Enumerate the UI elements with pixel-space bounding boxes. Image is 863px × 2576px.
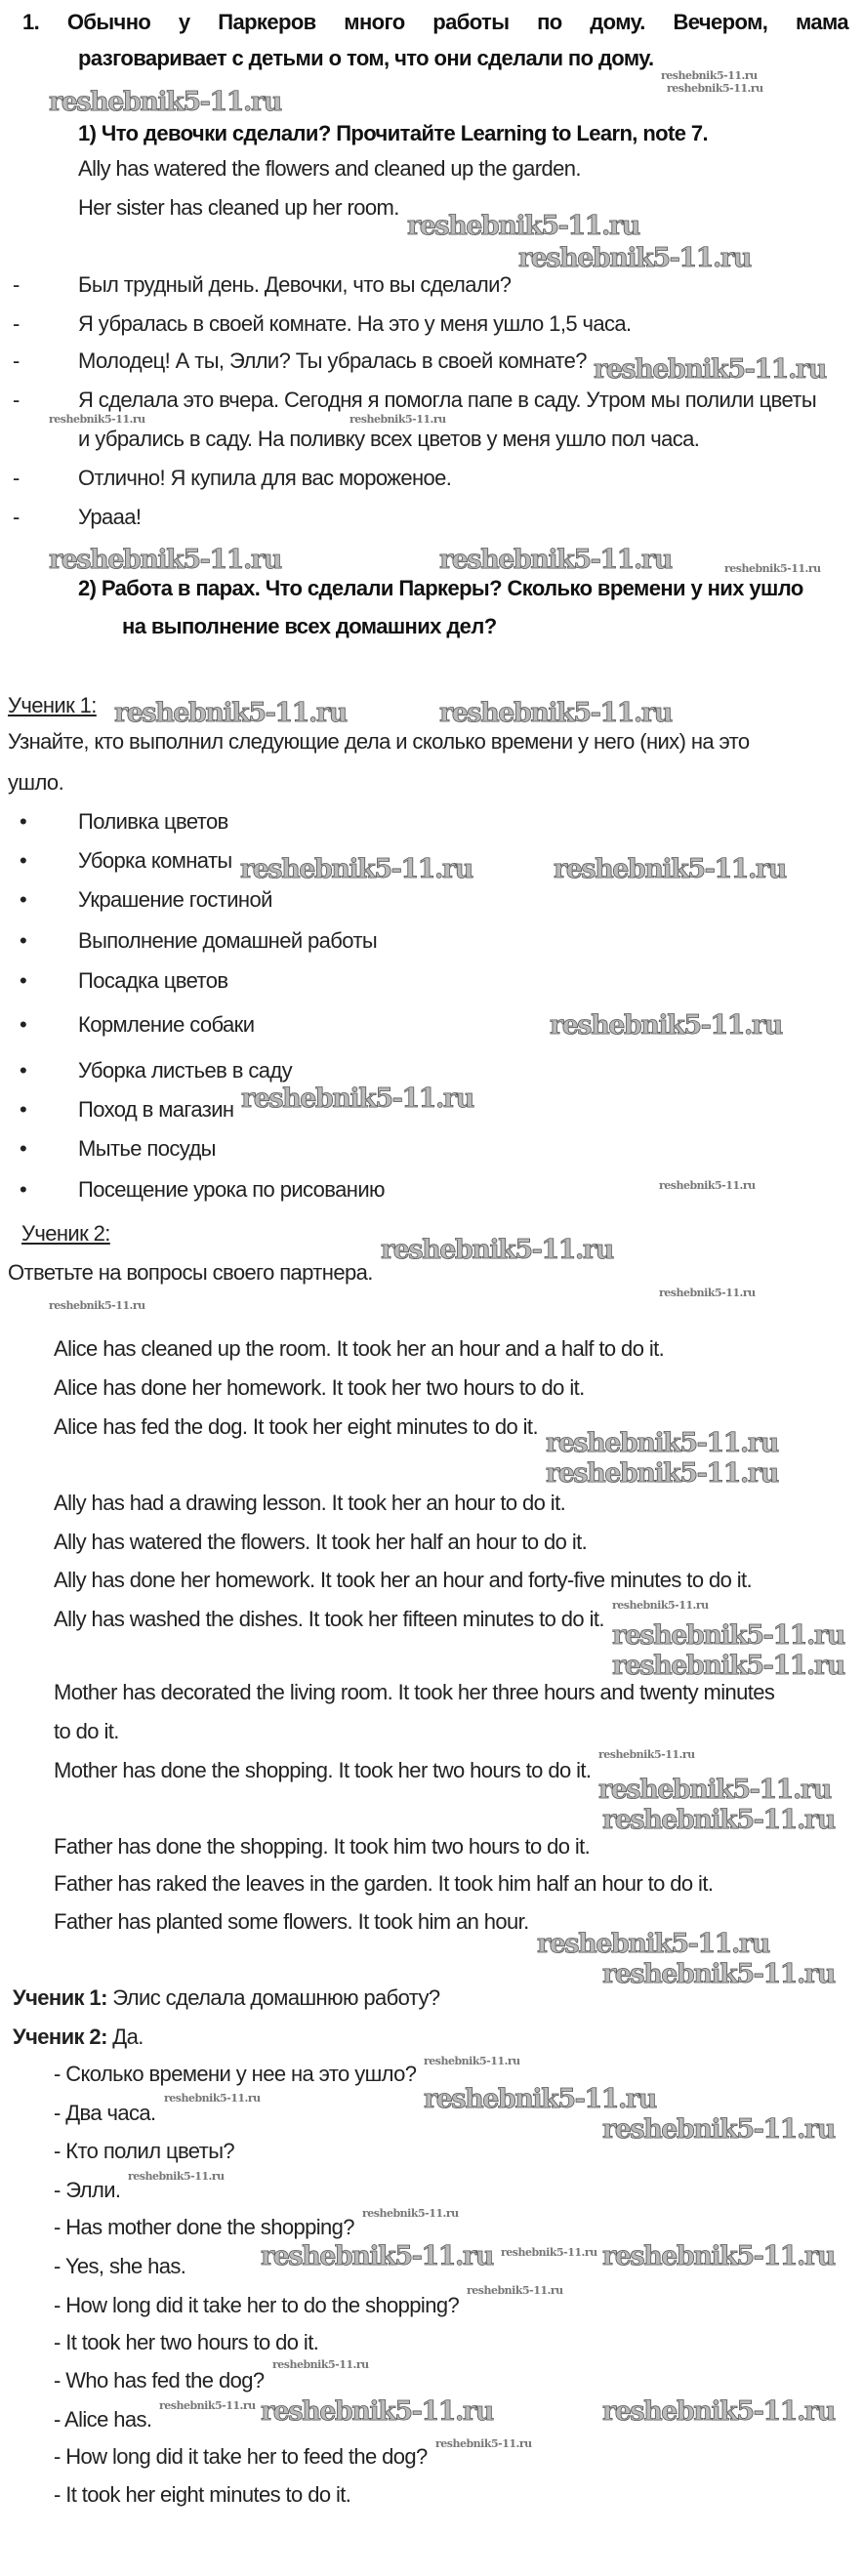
chore-item: Кормление собаки: [78, 1012, 255, 1037]
dialogue-line: - It took her two hours to do it.: [54, 2330, 319, 2354]
watermark-small: reshebnik5-11.ru: [164, 2092, 261, 2105]
watermark: reshebnik5-11.ru: [49, 87, 281, 117]
watermark-small: reshebnik5-11.ru: [362, 2207, 459, 2220]
answer-line: Ally has washed the dishes. It took her fifteen minutes to do it.: [54, 1607, 604, 1631]
watermark-small: reshebnik5-11.ru: [435, 2437, 532, 2450]
dialogue-line: Был трудный день. Девочки, что вы сделали?: [78, 272, 512, 297]
dash-marker: -: [13, 505, 20, 529]
watermark: reshebnik5-11.ru: [439, 545, 672, 575]
watermark-small: reshebnik5-11.ru: [661, 69, 758, 82]
watermark: reshebnik5-11.ru: [546, 1458, 778, 1489]
bullet-icon: •: [20, 848, 27, 873]
bullet-icon: •: [20, 1058, 27, 1083]
watermark: reshebnik5-11.ru: [612, 1620, 844, 1651]
dialogue-line: Отлично! Я купила для вас мороженое.: [78, 466, 452, 490]
watermark: reshebnik5-11.ru: [240, 854, 473, 884]
chore-item: Поход в магазин: [78, 1097, 234, 1122]
bullet-icon: •: [20, 1097, 27, 1122]
task2-title: 2) Работа в парах. Что сделали Паркеры? Сколько времени у них ушло: [78, 576, 803, 600]
watermark: reshebnik5-11.ru: [612, 1651, 844, 1681]
chore-item: Посещение урока по рисованию: [78, 1177, 385, 1202]
watermark: reshebnik5-11.ru: [554, 854, 786, 884]
bullet-icon: •: [20, 809, 27, 834]
task1-title: 1) Что девочки сделали? Прочитайте Learning to Learn, note 7.: [78, 121, 709, 145]
dash-marker: -: [13, 272, 20, 297]
dash-marker: -: [13, 348, 20, 373]
watermark: reshebnik5-11.ru: [424, 2084, 656, 2114]
answer-line: Ally has had a drawing lesson. It took her an hour to do it.: [54, 1491, 566, 1515]
dash-marker: -: [13, 466, 20, 490]
watermark: reshebnik5-11.ru: [241, 1084, 473, 1114]
chore-item: Поливка цветов: [78, 809, 228, 834]
watermark: reshebnik5-11.ru: [381, 1235, 613, 1265]
watermark-small: reshebnik5-11.ru: [659, 1179, 756, 1192]
chore-item: Мытье посуды: [78, 1136, 216, 1161]
dialogue-line: - Alice has.: [54, 2407, 152, 2432]
watermark: reshebnik5-11.ru: [602, 1959, 835, 1989]
watermark: reshebnik5-11.ru: [439, 698, 672, 728]
chore-item: Выполнение домашней работы: [78, 928, 378, 953]
dialogue-line: и убрались в саду. На поливку всех цветов у меня ушло пол часа.: [78, 427, 700, 451]
student-text: Да.: [106, 2024, 144, 2049]
answer-line: Alice has cleaned up the room. It took her an hour and a half to do it.: [54, 1336, 665, 1361]
chore-item: Посадка цветов: [78, 968, 228, 993]
student-label: Ученик 1:: [13, 1985, 107, 2010]
watermark: reshebnik5-11.ru: [598, 1775, 831, 1805]
watermark-small: reshebnik5-11.ru: [49, 1299, 145, 1312]
answer-line: Mother has done the shopping. It took her two hours to do it.: [54, 1758, 592, 1782]
student1-label: Ученик 1:: [8, 693, 97, 717]
task2-title: на выполнение всех домашних дел?: [122, 614, 497, 638]
student1-instruction: Узнайте, кто выполнил следующие дела и сколько времени у него (них) на это: [8, 729, 750, 754]
student2-label: Ученик 2:: [21, 1221, 110, 1246]
watermark-small: reshebnik5-11.ru: [272, 2358, 369, 2371]
watermark-small: reshebnik5-11.ru: [424, 2055, 520, 2067]
answer-line: to do it.: [54, 1719, 119, 1743]
watermark: reshebnik5-11.ru: [537, 1929, 769, 1959]
watermark-small: reshebnik5-11.ru: [159, 2399, 256, 2412]
watermark-small: reshebnik5-11.ru: [467, 2284, 563, 2297]
student2-instruction: Ответьте на вопросы своего партнера.: [8, 1260, 373, 1285]
answer-line: Father has raked the leaves in the garden. It took him half an hour to do it.: [54, 1871, 714, 1896]
student1-instruction: ушло.: [8, 770, 64, 795]
watermark: reshebnik5-11.ru: [49, 545, 281, 575]
watermark: reshebnik5-11.ru: [594, 354, 826, 385]
chore-item: Уборка листьев в саду: [78, 1058, 292, 1083]
dialogue-line: - Has mother done the shopping?: [54, 2215, 354, 2239]
dialogue-line: - How long did it take her to feed the dog?: [54, 2444, 428, 2469]
answer-line: Alice has fed the dog. It took her eight minutes to do it.: [54, 1414, 538, 1439]
watermark-small: reshebnik5-11.ru: [349, 413, 446, 426]
sample-dialogue-s2: [13, 2024, 144, 2050]
watermark-small: reshebnik5-11.ru: [598, 1748, 695, 1761]
watermark: reshebnik5-11.ru: [602, 1805, 835, 1835]
watermark-small: reshebnik5-11.ru: [501, 2246, 597, 2259]
watermark-small: reshebnik5-11.ru: [612, 1599, 709, 1612]
watermark: reshebnik5-11.ru: [518, 243, 751, 273]
bullet-icon: •: [20, 1177, 27, 1202]
bullet-icon: •: [20, 1136, 27, 1161]
chore-item: Украшение гостиной: [78, 887, 272, 912]
heading-line: 1. Обычно у Паркеров много работы по дому. Вечером, мама: [22, 10, 848, 34]
dialogue-line: - How long did it take her to do the shopping?: [54, 2293, 460, 2317]
watermark: reshebnik5-11.ru: [407, 211, 639, 241]
watermark: reshebnik5-11.ru: [114, 698, 347, 728]
bullet-icon: •: [20, 928, 27, 953]
watermark-small: reshebnik5-11.ru: [49, 413, 145, 426]
bullet-icon: •: [20, 1012, 27, 1037]
dialogue-line: Я сделала это вчера. Сегодня я помогла папе в саду. Утром мы полили цветы: [78, 388, 817, 412]
dialogue-line: - It took her eight minutes to do it.: [54, 2482, 351, 2507]
student-label: Ученик 2:: [13, 2024, 107, 2049]
watermark: reshebnik5-11.ru: [261, 2241, 493, 2271]
dialogue-line: Молодец! А ты, Элли? Ты убралась в своей комнате?: [78, 348, 587, 373]
answer-line: Alice has done her homework. It took her two hours to do it.: [54, 1375, 585, 1400]
chore-item: Уборка комнаты: [78, 848, 232, 873]
dialogue-line: - Yes, she has.: [54, 2254, 186, 2278]
watermark-small: reshebnik5-11.ru: [659, 1287, 756, 1299]
dialogue-line: - Who has fed the dog?: [54, 2368, 265, 2392]
watermark: reshebnik5-11.ru: [602, 2114, 835, 2145]
watermark-small: reshebnik5-11.ru: [128, 2170, 225, 2183]
watermark: reshebnik5-11.ru: [546, 1428, 778, 1458]
dialogue-line: - Кто полил цветы?: [54, 2139, 235, 2163]
answer-line: Father has planted some flowers. It took him an hour.: [54, 1909, 529, 1934]
watermark: reshebnik5-11.ru: [602, 2241, 835, 2271]
dialogue-line: Я убралась в своей комнате. На это у меня ушло 1,5 часа.: [78, 311, 632, 336]
dash-marker: -: [13, 311, 20, 336]
answer-line: Her sister has cleaned up her room.: [78, 195, 399, 220]
bullet-icon: •: [20, 968, 27, 993]
dialogue-line: - Сколько времени у нее на это ушло?: [54, 2062, 417, 2086]
answer-line: Mother has decorated the living room. It took her three hours and twenty minutes: [54, 1680, 775, 1704]
answer-line: Ally has watered the flowers. It took her half an hour to do it.: [54, 1530, 588, 1554]
answer-line: Ally has watered the flowers and cleaned up the garden.: [78, 156, 581, 181]
watermark: reshebnik5-11.ru: [602, 2396, 835, 2427]
answer-line: Ally has done her homework. It took her an hour and forty-five minutes to do it.: [54, 1568, 753, 1592]
dialogue-line: Урааа!: [78, 505, 142, 529]
heading-line: разговаривает с детьми о том, что они сделали по дому.: [78, 46, 654, 70]
sample-dialogue-s1: [13, 1985, 440, 2011]
answer-line: Father has done the shopping. It took him two hours to do it.: [54, 1834, 591, 1859]
dialogue-line: - Два часа.: [54, 2101, 156, 2125]
watermark: reshebnik5-11.ru: [261, 2396, 493, 2427]
watermark: reshebnik5-11.ru: [550, 1010, 782, 1041]
dialogue-line: - Элли.: [54, 2178, 121, 2202]
bullet-icon: •: [20, 887, 27, 912]
watermark-small: reshebnik5-11.ru: [667, 82, 763, 95]
watermark-small: reshebnik5-11.ru: [724, 562, 821, 575]
dash-marker: -: [13, 388, 20, 412]
student-text: Элис сделала домашнюю работу?: [106, 1985, 440, 2010]
